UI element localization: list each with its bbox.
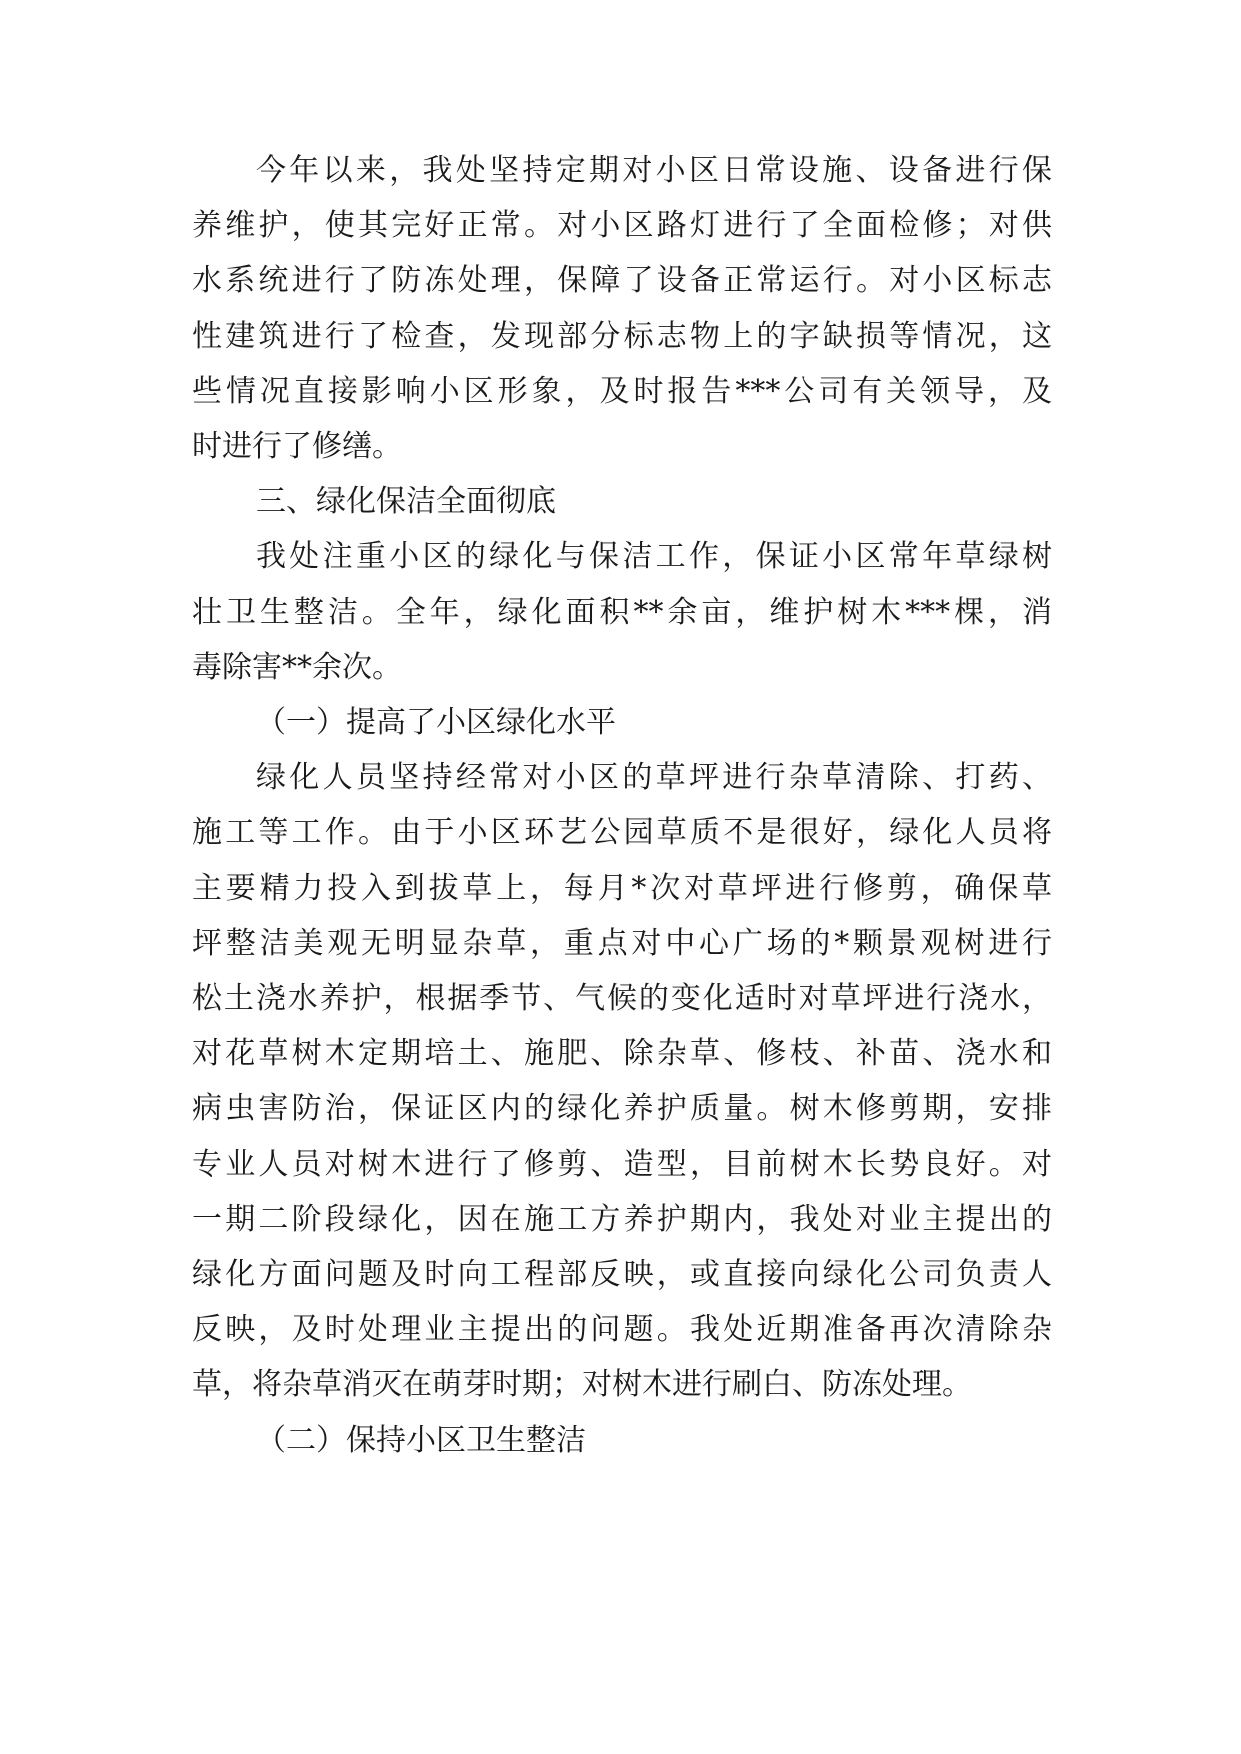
paragraph-line: 坪整洁美观无明显杂草，重点对中心广场的*颗景观树进行 bbox=[192, 926, 1052, 961]
paragraph-line: 主要精力投入到拔草上，每月*次对草坪进行修剪，确保草 bbox=[192, 871, 1052, 906]
paragraph-line: 今年以来，我处坚持定期对小区日常设施、设备进行保 bbox=[256, 153, 1052, 188]
paragraph-line: 养维护，使其完好正常。对小区路灯进行了全面检修；对供 bbox=[192, 208, 1052, 243]
paragraph-line: 水系统进行了防冻处理，保障了设备正常运行。对小区标志 bbox=[192, 263, 1052, 298]
paragraph-line: 一期二阶段绿化，因在施工方养护期内，我处对业主提出的 bbox=[192, 1202, 1052, 1237]
paragraph-line: 专业人员对树木进行了修剪、造型，目前树木长势良好。对 bbox=[192, 1147, 1052, 1182]
subsection-heading: （一）提高了小区绿化水平 bbox=[256, 705, 616, 740]
subsection-heading: （二）保持小区卫生整洁 bbox=[256, 1423, 586, 1458]
paragraph-line: 草，将杂草消灭在萌芽时期；对树木进行刷白、防冻处理。 bbox=[192, 1367, 972, 1402]
paragraph-line: 毒除害**余次。 bbox=[192, 650, 402, 685]
paragraph-line: 松土浇水养护，根据季节、气候的变化适时对草坪进行浇水， bbox=[192, 981, 1052, 1016]
paragraph-line: 对花草树木定期培土、施肥、除杂草、修枝、补苗、浇水和 bbox=[192, 1036, 1052, 1071]
paragraph-line: 时进行了修缮。 bbox=[192, 429, 402, 464]
paragraph-line: 壮卫生整洁。全年，绿化面积**余亩，维护树木***棵，消 bbox=[192, 595, 1052, 630]
paragraph-line: 病虫害防治，保证区内的绿化养护质量。树木修剪期，安排 bbox=[192, 1091, 1052, 1126]
paragraph-line: 我处注重小区的绿化与保洁工作，保证小区常年草绿树 bbox=[256, 539, 1052, 574]
paragraph-line: 施工等工作。由于小区环艺公园草质不是很好，绿化人员将 bbox=[192, 815, 1052, 850]
paragraph-line: 绿化方面问题及时向工程部反映，或直接向绿化公司负责人 bbox=[192, 1257, 1052, 1292]
paragraph-line: 些情况直接影响小区形象，及时报告***公司有关领导，及 bbox=[192, 374, 1052, 409]
section-heading: 三、绿化保洁全面彻底 bbox=[256, 484, 556, 519]
paragraph-line: 绿化人员坚持经常对小区的草坪进行杂草清除、打药、 bbox=[256, 760, 1052, 795]
paragraph-line: 性建筑进行了检查，发现部分标志物上的字缺损等情况，这 bbox=[192, 319, 1052, 354]
paragraph-line: 反映，及时处理业主提出的问题。我处近期准备再次清除杂 bbox=[192, 1312, 1052, 1347]
